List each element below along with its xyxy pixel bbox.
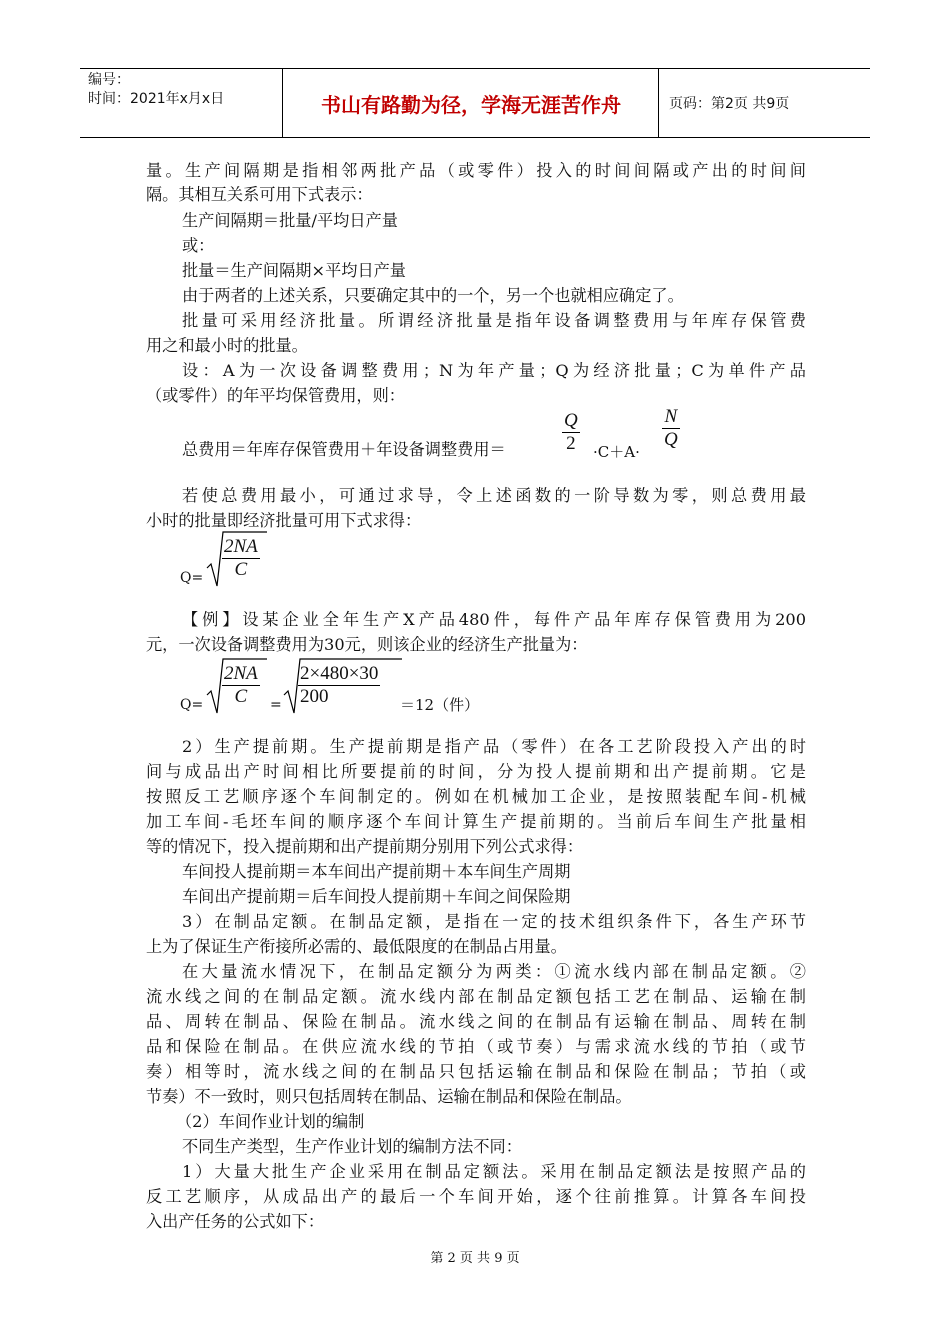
page-footer: 第 2 页 共 9 页 <box>430 1251 520 1266</box>
paragraph-line: 小时的批量即经济批量可用下式求得： <box>146 511 422 530</box>
fraction-numerator: N <box>662 406 680 429</box>
result-value: ＝12（件） <box>400 696 480 714</box>
example-line: 【例】设某企业全年生产X产品480件，每件产品年库存保管费用为200 <box>182 610 806 629</box>
paragraph-line: 按照反工艺顺序逐个车间制定的。例如在机械加工企业，是按照装配车间-机械 <box>146 787 806 806</box>
paragraph-line: 或： <box>182 236 215 255</box>
header-page-label: 页码：第2页 共9页 <box>669 96 790 112</box>
fraction-denominator: C <box>234 686 248 707</box>
section-heading: （2）车间作业计划的编制 <box>176 1112 365 1131</box>
fraction-numerator: 2NA <box>224 536 258 557</box>
paragraph-line: 在大量流水情况下，在制品定额分为两类：①流水线内部在制品定额。② <box>182 962 806 981</box>
fraction-denominator: 200 <box>300 686 329 707</box>
serial-label: 编号： <box>88 72 130 88</box>
fraction-numerator: 2×480×30 <box>300 663 379 684</box>
formula-line: 批量＝生产间隔期×平均日产量 <box>182 261 406 280</box>
header-motto: 书山有路勤为径，学海无涯苦作舟 <box>284 69 659 137</box>
paragraph-line: 量。生产间隔期是指相邻两批产品（或零件）投入的时间间隔或产出的时间间 <box>146 161 806 180</box>
fraction-q-over-2 <box>562 410 580 455</box>
formula-line: 车间投人提前期＝本车间出产提前期＋本车间生产周期 <box>182 862 571 881</box>
paragraph-line: 批量可采用经济批量。所谓经济批量是指年设备调整费用与年库存保管费 <box>182 311 806 330</box>
paragraph-line: 隔。其相互关系可用下式表示： <box>146 185 373 204</box>
fraction-denominator: 2 <box>566 433 576 454</box>
paragraph-line: 等的情况下，投入提前期和出产提前期分别用下列公式求得： <box>146 837 584 856</box>
fraction-numeric <box>298 663 380 708</box>
fraction-2na-over-c <box>222 536 260 581</box>
fraction-numerator: 2NA <box>224 663 258 684</box>
q-equals: Q= <box>180 570 204 586</box>
header-meta <box>80 69 283 137</box>
paragraph-line: 由于两者的上述关系，只要确定其中的一个，另一个也就相应确定了。 <box>182 286 684 305</box>
paragraph-line: 上为了保证生产衔接所必需的、最低限度的在制品占用量。 <box>146 937 567 956</box>
paragraph-line: 间与成品出产时间相比所要提前的时间，分为投人提前期和出产提前期。它是 <box>146 762 806 781</box>
paragraph-line: 反工艺顺序，从成品出产的最后一个车间开始，逐个往前推算。计算各车间投 <box>146 1187 806 1206</box>
paragraph-line: 品、周转在制品、保险在制品。流水线之间的在制品有运输在制品、周转在制 <box>146 1012 806 1031</box>
fraction-2na-over-c <box>222 663 260 708</box>
paragraph-line: 1）大量大批生产企业采用在制品定额法。采用在制品定额法是按照产品的 <box>182 1162 806 1181</box>
time-label: 时间：2021年x月x日 <box>88 91 225 107</box>
paragraph-line: 奏）相等时，流水线之间的在制品只包括运输在制品和保险在制品；节拍（或 <box>146 1062 806 1081</box>
fraction-denominator: C <box>234 559 248 580</box>
paragraph-line: 3）在制品定额。在制品定额，是指在一定的技术组织条件下，各生产环节 <box>182 912 806 931</box>
formula-line: 生产间隔期＝批量/平均日产量 <box>182 211 398 230</box>
paragraph-line: 设：A为一次设备调整费用；N为年产量；Q为经济批量；C为单件产品 <box>182 361 806 380</box>
formula-middle: ·C＋A· <box>593 443 640 461</box>
paragraph-line: 流水线之间的在制品定额。流水线内部在制品定额包括工艺在制品、运输在制 <box>146 987 806 1006</box>
paragraph-line: （或零件）的年平均保管费用，则： <box>146 386 405 405</box>
paragraph-line: 用之和最小时的批量。 <box>146 336 308 355</box>
fraction-n-over-q <box>662 406 680 451</box>
paragraph-line: 节奏）不一致时，则只包括周转在制品、运输在制品和保险在制品。 <box>146 1087 632 1106</box>
paragraph-line: 品和保险在制品。在供应流水线的节拍（或节奏）与需求流水线的节拍（或节 <box>146 1037 806 1056</box>
fraction-numerator: Q <box>564 410 578 431</box>
equals-sign: = <box>270 697 282 713</box>
page-header <box>80 68 870 138</box>
paragraph-line: 若使总费用最小，可通过求导，令上述函数的一阶导数为零，则总费用最 <box>182 486 806 505</box>
fraction-denominator: Q <box>664 429 678 450</box>
paragraph-line: 不同生产类型，生产作业计划的编制方法不同： <box>182 1137 522 1156</box>
q-equals: Q= <box>180 697 204 713</box>
paragraph-line: 2）生产提前期。生产提前期是指产品（零件）在各工艺阶段投入产出的时 <box>182 737 806 756</box>
total-cost-lhs: 总费用＝年库存保管费用＋年设备调整费用＝ <box>182 440 506 459</box>
formula-line: 车间出产提前期＝后车间投人提前期＋车间之间保险期 <box>182 887 571 906</box>
paragraph-line: 元，一次设备调整费用为30元，则该企业的经济生产批量为： <box>146 635 588 654</box>
paragraph-line: 入出产任务的公式如下： <box>146 1212 325 1231</box>
paragraph-line: 加工车间-毛坯车间的顺序逐个车间计算生产提前期的。当前后车间生产批量相 <box>146 812 806 831</box>
